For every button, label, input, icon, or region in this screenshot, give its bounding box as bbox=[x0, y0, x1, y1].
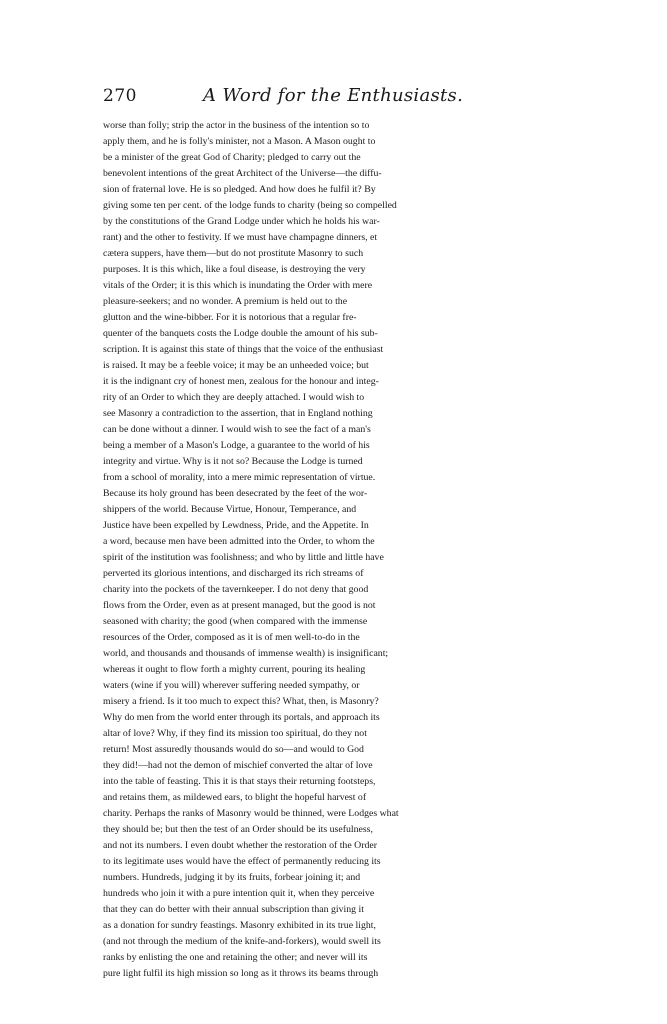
text-line: (and not through the medium of the knife-and-forkers), would swell its bbox=[103, 936, 381, 947]
text-line: shippers of the world. Because Virtue, Honour, Temperance, and bbox=[103, 504, 357, 515]
text-line: Because its holy ground has been desecrated by the feet of the wor- bbox=[103, 488, 368, 499]
text-line: being a member of a Mason's Lodge, a guarantee to the world of his bbox=[103, 440, 370, 451]
text-line: they should be; but then the test of an Order should be its usefulness, bbox=[103, 824, 373, 835]
text-line: a word, because men have been admitted into the Order, to whom the bbox=[103, 536, 375, 547]
text-line: into the table of feasting. This it is that stays their returning footsteps, bbox=[103, 776, 376, 787]
text-line: altar of love? Why, if they find its mission too spiritual, do they not bbox=[103, 728, 367, 739]
text-line: it is the indignant cry of honest men, zealous for the honour and integ- bbox=[103, 376, 379, 387]
text-line: they did!—had not the demon of mischief converted the altar of love bbox=[103, 760, 373, 771]
text-line: pleasure-seekers; and no wonder. A premium is held out to the bbox=[103, 296, 348, 307]
text-line: purposes. It is this which, like a foul disease, is destroying the very bbox=[103, 264, 366, 275]
text-line: rant) and the other to festivity. If we must have champagne dinners, et bbox=[103, 232, 378, 243]
text-line: to its legitimate uses would have the effect of permanently reducing its bbox=[103, 856, 381, 867]
running-title: A Word for the Enthusiasts. bbox=[203, 85, 464, 106]
text-line: by the constitutions of the Grand Lodge under which he holds his war- bbox=[103, 216, 380, 227]
book-page bbox=[103, 86, 567, 982]
text-line: and not its numbers. I even doubt whether the restoration of the Order bbox=[103, 840, 377, 851]
text-line: scription. It is against this state of things that the voice of the enthusiast bbox=[103, 344, 384, 355]
text-line: perverted its glorious intentions, and discharged its rich streams of bbox=[103, 568, 364, 579]
text-line: return! Most assuredly thousands would do so—and would to God bbox=[103, 744, 364, 755]
text-line: as a donation for sundry feastings. Masonry exhibited in its true light, bbox=[103, 920, 376, 931]
text-line: apply them, and he is folly's minister, not a Mason. A Mason ought to bbox=[103, 136, 376, 147]
text-line: vitals of the Order; it is this which is inundating the Order with mere bbox=[103, 280, 373, 291]
text-line: seasoned with charity; the good (when compared with the immense bbox=[103, 616, 368, 627]
page-number: 270 bbox=[103, 86, 137, 106]
text-line: from a school of morality, into a mere mimic representation of virtue. bbox=[103, 472, 376, 483]
text-line: charity. Perhaps the ranks of Masonry would be thinned, were Lodges what bbox=[103, 808, 399, 819]
text-line: world, and thousands and thousands of immense wealth) is insignificant; bbox=[103, 648, 389, 659]
text-line: resources of the Order, composed as it is of men well-to-do in the bbox=[103, 632, 360, 643]
text-line: pure light fulfil its high mission so long as it throws its beams through bbox=[103, 968, 379, 979]
text-line: giving some ten per cent. of the lodge funds to charity (being so compelled bbox=[103, 200, 397, 211]
text-line: waters (wine if you will) wherever suffering needed sympathy, or bbox=[103, 680, 360, 691]
text-line: rity of an Order to which they are deeply attached. I would wish to bbox=[103, 392, 365, 403]
text-line: glutton and the wine-bibber. For it is notorious that a regular fre- bbox=[103, 312, 357, 323]
text-line: benevolent intentions of the great Architect of the Universe—the diffu- bbox=[103, 168, 382, 179]
text-line: misery a friend. Is it too much to expect this? What, then, is Masonry? bbox=[103, 696, 379, 707]
text-line: ranks by enlisting the one and retaining the other; and never will its bbox=[103, 952, 368, 963]
text-line: that they can do better with their annual subscription than giving it bbox=[103, 904, 364, 915]
text-line: is raised. It may be a feeble voice; it may be an unheeded voice; but bbox=[103, 360, 369, 371]
text-line: can be done without a dinner. I would wish to see the fact of a man's bbox=[103, 424, 371, 435]
text-line: flows from the Order, even as at present managed, but the good is not bbox=[103, 600, 376, 611]
text-line: Why do men from the world enter through its portals, and approach its bbox=[103, 712, 380, 723]
text-line: be a minister of the great God of Charity; pledged to carry out the bbox=[103, 152, 361, 163]
text-line: Justice have been expelled by Lewdness, Pride, and the Appetite. In bbox=[103, 520, 369, 531]
text-line: sion of fraternal love. He is so pledged. And how does he fulfil it? By bbox=[103, 184, 376, 195]
text-line: quenter of the banquets costs the Lodge double the amount of his sub- bbox=[103, 328, 378, 339]
text-line: and retains them, as mildewed ears, to blight the hopeful harvest of bbox=[103, 792, 367, 803]
text-line: numbers. Hundreds, judging it by its fruits, forbear joining it; and bbox=[103, 872, 361, 883]
body-text bbox=[103, 118, 567, 982]
running-head bbox=[103, 86, 567, 112]
text-line: worse than folly; strip the actor in the business of the intention so to bbox=[103, 120, 370, 131]
text-line: hundreds who join it with a pure intention quit it, when they perceive bbox=[103, 888, 375, 899]
text-line: see Masonry a contradiction to the assertion, that in England nothing bbox=[103, 408, 373, 419]
text-line: charity into the pockets of the tavernkeeper. I do not deny that good bbox=[103, 584, 369, 595]
text-line: integrity and virtue. Why is it not so? Because the Lodge is turned bbox=[103, 456, 363, 467]
text-line: spirit of the institution was foolishness; and who by little and little have bbox=[103, 552, 384, 563]
text-line: cætera suppers, have them—but do not prostitute Masonry to such bbox=[103, 248, 364, 259]
text-line: whereas it ought to flow forth a mighty current, pouring its healing bbox=[103, 664, 366, 675]
